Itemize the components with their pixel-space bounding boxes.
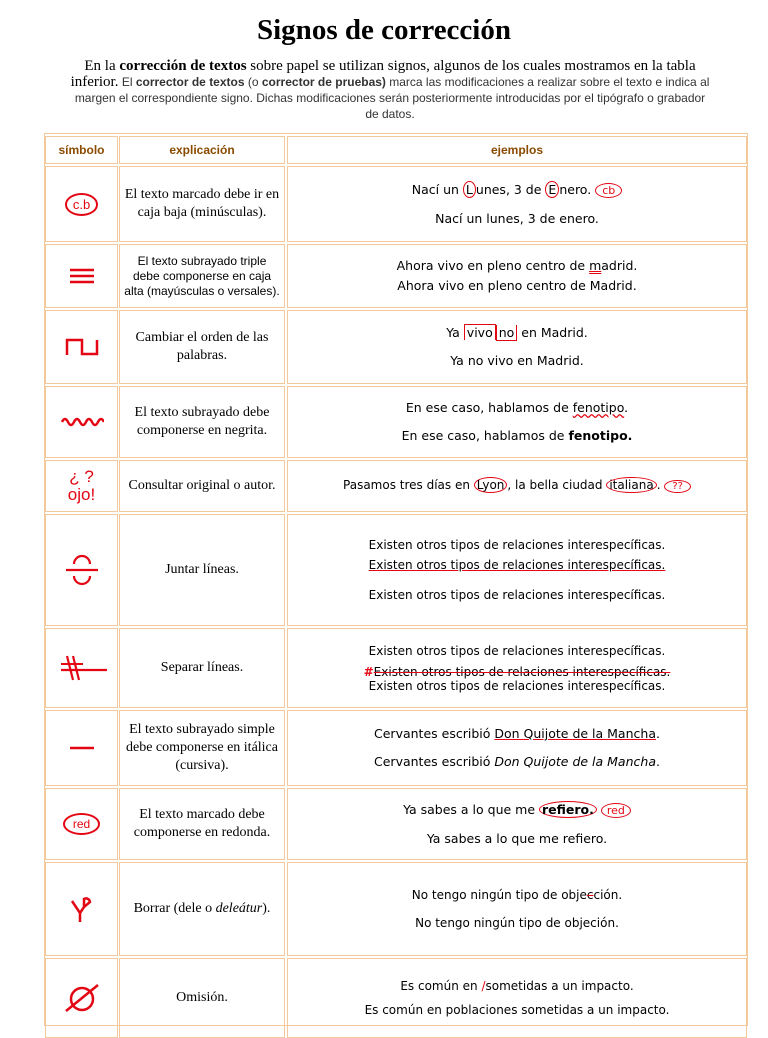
- example-line: Existen otros tipos de relaciones interespecíficas.: [368, 538, 666, 552]
- table-row: [45, 862, 747, 956]
- example-line: Cervantes escribió Don Quijote de la Mancha.: [374, 754, 660, 769]
- symbol-cell: [45, 244, 118, 308]
- example-line: No tengo ningún tipo de objección.: [411, 888, 623, 902]
- example-line: Nací un lunes, 3 de enero.: [435, 210, 599, 226]
- example-line: Nací un L unes, 3 de E nero. cb: [412, 182, 622, 199]
- symbol-cell: [45, 710, 118, 786]
- table-header-row: [45, 136, 747, 164]
- triple-underline-icon: [68, 267, 96, 285]
- intro-text: En la: [84, 58, 120, 74]
- intro-link-corrector[interactable]: corrector de textos: [135, 75, 245, 89]
- symbol-cell: [45, 628, 118, 708]
- examples-cell: [287, 628, 747, 708]
- example-line: Existen otros tipos de relaciones interespecíficas.: [368, 558, 666, 572]
- header-explanation: explicación: [119, 136, 285, 164]
- table-row: [45, 244, 747, 308]
- examples-cell: [287, 166, 747, 242]
- example-line: Cervantes escribió Don Quijote de la Mancha.: [374, 726, 660, 741]
- example-line: Ya no vivo en Madrid.: [450, 353, 584, 368]
- explanation-cell: Juntar líneas.: [119, 514, 285, 626]
- intro-link-correccion[interactable]: corrección de textos: [119, 58, 247, 74]
- explanation-cell: El texto subrayado triple debe componerse en caja alta (mayúsculas o versales).: [119, 244, 285, 308]
- symbol-cell: [45, 788, 118, 860]
- margin-mark: red: [601, 803, 631, 818]
- query-sign-icon: ¿ ?: [69, 467, 94, 486]
- header-examples: ejemplos: [287, 136, 747, 164]
- explanation-cell: Separar líneas.: [119, 628, 285, 708]
- symbol-cell: [45, 386, 118, 458]
- example-line: En ese caso, hablamos de fenotipo.: [401, 428, 633, 443]
- symbol-cell: [45, 514, 118, 626]
- examples-cell: [287, 710, 747, 786]
- ojo-sign-icon: ojo!: [67, 485, 96, 504]
- examples-cell: [287, 514, 747, 626]
- example-line: Existen otros tipos de relaciones interespecíficas.: [368, 588, 666, 602]
- example-line: Existen otros tipos de relaciones interespecíficas.: [368, 644, 666, 658]
- example-line: Pasamos tres días en Lyon , la bella ciudad italiana . ??: [343, 477, 691, 495]
- symbol-cell: [45, 460, 118, 512]
- examples-cell: [287, 862, 747, 956]
- explanation-cell: El texto marcado debe componerse en redonda.: [119, 788, 285, 860]
- explanation-cell: El texto marcado debe ir en caja baja (minúsculas).: [119, 166, 285, 242]
- table-row: [45, 710, 747, 786]
- separate-lines-icon: [55, 654, 109, 682]
- intro-text: (o: [244, 75, 262, 89]
- intro-text: inferior.: [70, 74, 119, 90]
- lowercase-sign-icon: c.b: [65, 193, 98, 216]
- margin-mark: ??: [664, 480, 691, 493]
- correction-signs-table: [44, 133, 748, 1026]
- delete-sign-icon: [70, 895, 94, 923]
- page-title: Signos de corrección: [257, 14, 511, 46]
- symbol-cell: [45, 862, 118, 956]
- intro-link-pruebas[interactable]: corrector de pruebas): [261, 75, 386, 89]
- intro-text: El: [118, 75, 136, 89]
- explanation-cell: Borrar (dele o deleátur).: [119, 862, 285, 956]
- intro-paragraph: [70, 58, 710, 122]
- intro-text: sobre papel se utilizan signos, algunos de los cuales mostramos en la tabla: [246, 58, 696, 74]
- example-line: Ahora vivo en pleno centro de Madrid.: [397, 278, 637, 293]
- example-line: No tengo ningún tipo de objeción.: [415, 916, 619, 930]
- roman-sign-icon: red: [63, 813, 100, 835]
- explanation-cell: El texto subrayado simple debe componerse en itálica (cursiva).: [119, 710, 285, 786]
- explanation-cell: El texto subrayado debe componerse en negrita.: [119, 386, 285, 458]
- examples-cell: [287, 310, 747, 384]
- example-line: #Existen otros tipos de relaciones interespecíficas.: [363, 665, 671, 679]
- omission-sign-icon: [62, 983, 102, 1013]
- examples-cell: [287, 788, 747, 860]
- table-row: [45, 310, 747, 384]
- examples-cell: [287, 958, 747, 1038]
- table-row: [45, 386, 747, 458]
- single-underline-icon: [68, 745, 96, 751]
- examples-cell: [287, 386, 747, 458]
- symbol-cell: [45, 310, 118, 384]
- examples-cell: [287, 244, 747, 308]
- example-line: Ya vivo no en Madrid.: [446, 325, 588, 340]
- header-symbol: símbolo: [45, 136, 118, 164]
- join-lines-icon: [64, 550, 100, 590]
- symbol-cell: [45, 166, 118, 242]
- transpose-icon: [65, 337, 99, 357]
- symbol-cell: [45, 958, 118, 1038]
- table-row: [45, 514, 747, 626]
- explanation-cell: Consultar original o autor.: [119, 460, 285, 512]
- example-line: En ese caso, hablamos de fenotipo.: [405, 400, 629, 415]
- table-row: [45, 958, 747, 1038]
- example-line: Es común en poblaciones sometidas a un impacto.: [364, 1003, 670, 1017]
- wavy-underline-icon: [60, 416, 104, 428]
- example-line: Existen otros tipos de relaciones interespecíficas.: [368, 679, 666, 693]
- table-row: [45, 628, 747, 708]
- table-row: [45, 166, 747, 242]
- examples-cell: [287, 460, 747, 512]
- table-row: [45, 788, 747, 860]
- example-line: Es común en /sometidas a un impacto.: [400, 979, 634, 993]
- intro-text: marca las modificaciones a realizar sobre el texto e indica al margen el correspondiente signo. Dichas modificaciones serán posteriormente introducidas por el tipógrafo o grabador de datos.: [74, 75, 710, 121]
- example-line: Ya sabes a lo que me refiero.: [426, 830, 608, 846]
- margin-mark: cb: [595, 183, 622, 198]
- example-line: Ahora vivo en pleno centro de madrid.: [396, 258, 638, 273]
- explanation-cell: Omisión.: [119, 958, 285, 1038]
- explanation-cell: Cambiar el orden de las palabras.: [119, 310, 285, 384]
- example-line: Ya sabes a lo que me refiero. red: [403, 802, 631, 819]
- table-row: [45, 460, 747, 512]
